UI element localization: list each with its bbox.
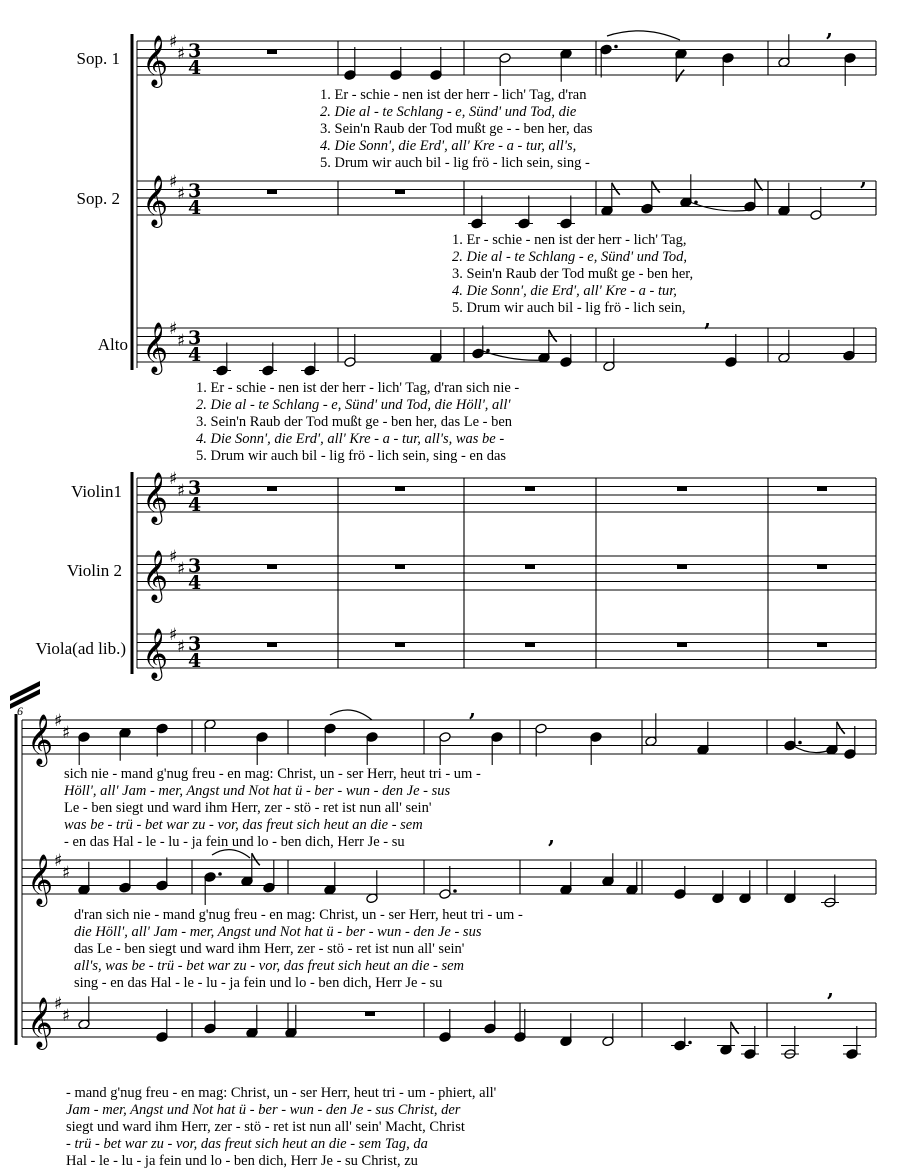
lyric-line: 3. Sein'n Raub der Tod mußt ge - ben her, xyxy=(452,266,694,282)
whole-rest-icon xyxy=(395,487,405,492)
augmentation-dot xyxy=(453,889,457,893)
sharp-icon: ♯ xyxy=(177,44,186,64)
sharp-icon: ♯ xyxy=(169,547,178,567)
lyric-line: 2. Die al - te Schlang - e, Sünd' und Tod, die Höll', all' xyxy=(196,397,511,413)
instrument-label-viola: Viola(ad lib.) xyxy=(35,639,126,658)
lyric-line: 4. Die Sonn', die Erd', all' Kre - a - tur, xyxy=(452,283,677,299)
note-flag xyxy=(731,1022,739,1034)
instrument-label-violin1: Violin1 xyxy=(71,482,122,501)
whole-rest-icon xyxy=(525,643,535,648)
treble-clef-icon: 𝄞 xyxy=(142,472,169,523)
whole-rest-icon xyxy=(395,190,405,195)
lyric-line: 4. Die Sonn', die Erd', all' Kre - a - tur, all's, was be - xyxy=(196,431,505,447)
slur xyxy=(792,745,830,753)
sharp-icon: ♯ xyxy=(54,711,63,731)
treble-clef-icon: 𝄞 xyxy=(142,322,169,373)
whole-rest-icon xyxy=(267,487,277,492)
breath-mark-icon: , xyxy=(826,17,833,41)
lyric-line: 5. Drum wir auch bil - lig frö - lich sein, sing - xyxy=(320,155,590,171)
lyric-line: das Le - ben siegt und ward ihm Herr, zer - stö - ret ist nun all' sein' xyxy=(74,941,465,957)
treble-clef-icon: 𝄞 xyxy=(27,854,54,905)
lyric-line: - trü - bet war zu - vor, das freut sich heut an die - sem Tag, da xyxy=(66,1136,428,1152)
lyric-line: 4. Die Sonn', die Erd', all' Kre - a - tur, all's, xyxy=(320,138,577,154)
treble-clef-icon: 𝄞 xyxy=(27,714,54,765)
lyric-line: die Höll', all' Jam - mer, Angst und Not hat ü - ber - wun - den Je - sus xyxy=(74,924,482,940)
slur xyxy=(480,350,545,360)
time-signature-top: 3 xyxy=(188,633,202,655)
lyric-line: sich nie - mand g'nug freu - en mag: Christ, un - ser Herr, heut tri - um - xyxy=(64,766,481,782)
lyric-line: - mand g'nug freu - en mag: Christ, un - ser Herr, heut tri - um - phiert, all' xyxy=(66,1085,497,1101)
treble-clef-icon: 𝄞 xyxy=(142,175,169,226)
sharp-icon: ♯ xyxy=(62,723,71,743)
lyric-line: 3. Sein'n Raub der Tod mußt ge - ben her, das Le - ben xyxy=(196,414,513,430)
whole-rest-icon xyxy=(525,565,535,570)
lyric-line: sing - en das Hal - le - lu - ja fein und lo - ben dich, Herr Je - su xyxy=(74,975,443,991)
time-signature-bottom: 4 xyxy=(188,344,202,366)
time-signature-top: 3 xyxy=(188,555,202,577)
note-flag xyxy=(837,722,845,734)
lyric-line: Hal - le - lu - ja fein und lo - ben dich, Herr Je - su Christ, zu xyxy=(66,1153,418,1169)
whole-rest-icon xyxy=(817,565,827,570)
lyric-line: was be - trü - bet war zu - vor, das freut sich heut an die - sem xyxy=(64,817,423,833)
sharp-icon: ♯ xyxy=(169,469,178,489)
lyric-line: 2. Die al - te Schlang - e, Sünd' und Tod, die xyxy=(320,104,577,120)
lyric-line: Jam - mer, Angst und Not hat ü - ber - wun - den Je - sus Christ, der xyxy=(66,1102,461,1118)
sharp-icon: ♯ xyxy=(62,1006,71,1026)
note-flag xyxy=(612,183,620,195)
note-flag xyxy=(652,181,660,193)
sharp-icon: ♯ xyxy=(169,172,178,192)
sharp-icon: ♯ xyxy=(177,331,186,351)
sharp-icon: ♯ xyxy=(177,481,186,501)
instrument-label-violin2: Violin 2 xyxy=(66,561,122,580)
time-signature-bottom: 4 xyxy=(188,494,202,516)
note-flag xyxy=(252,853,260,865)
whole-rest-icon xyxy=(817,487,827,492)
whole-rest-icon xyxy=(395,565,405,570)
whole-rest-icon xyxy=(817,643,827,648)
time-signature-bottom: 4 xyxy=(188,57,202,79)
lyric-line: - en das Hal - le - lu - ja fein und lo - ben dich, Herr Je - su xyxy=(64,834,405,850)
whole-rest-icon xyxy=(267,50,277,55)
breath-mark-icon: , xyxy=(860,166,867,190)
lyric-line: 2. Die al - te Schlang - e, Sünd' und Tod, xyxy=(452,249,687,265)
time-signature-bottom: 4 xyxy=(188,572,202,594)
whole-rest-icon xyxy=(395,643,405,648)
sharp-icon: ♯ xyxy=(54,851,63,871)
time-signature-bottom: 4 xyxy=(188,650,202,672)
sharp-icon: ♯ xyxy=(177,637,186,657)
sharp-icon: ♯ xyxy=(62,863,71,883)
whole-rest-icon xyxy=(267,190,277,195)
lyric-line: all's, was be - trü - bet war zu - vor, das freut sich heut an die - sem xyxy=(74,958,465,974)
sharp-icon: ♯ xyxy=(177,559,186,579)
treble-clef-icon: 𝄞 xyxy=(142,628,169,679)
slur xyxy=(607,31,680,40)
lyric-line: 1. Er - schie - nen ist der herr - lich' Tag, xyxy=(452,232,687,248)
system-separator-icon xyxy=(10,681,40,709)
instrument-label-sop2: Sop. 2 xyxy=(76,189,120,208)
instrument-label-alto: Alto xyxy=(97,335,128,354)
whole-rest-icon xyxy=(525,487,535,492)
slur xyxy=(330,710,372,720)
slur xyxy=(212,850,250,858)
measure-number: 6 xyxy=(17,704,23,718)
breath-mark-icon: , xyxy=(469,697,476,721)
time-signature-top: 3 xyxy=(188,40,202,62)
note-flag xyxy=(549,330,557,342)
whole-rest-icon xyxy=(677,565,687,570)
lyric-line: 1. Er - schie - nen ist der herr - lich' Tag, d'ran xyxy=(320,87,587,103)
lyric-line: siegt und ward ihm Herr, zer - stö - ret ist nun all' sein' Macht, Christ xyxy=(66,1119,465,1135)
sharp-icon: ♯ xyxy=(169,319,178,339)
breath-mark-icon: , xyxy=(827,977,834,1001)
sharp-icon: ♯ xyxy=(177,184,186,204)
whole-rest-icon xyxy=(677,487,687,492)
treble-clef-icon: 𝄞 xyxy=(142,35,169,86)
time-signature-top: 3 xyxy=(188,327,202,349)
augmentation-dot xyxy=(218,872,222,876)
instrument-label-sop1: Sop. 1 xyxy=(76,49,120,68)
time-signature-top: 3 xyxy=(188,180,202,202)
whole-rest-icon xyxy=(365,1012,375,1017)
note-flag xyxy=(755,179,763,191)
augmentation-dot xyxy=(798,741,802,745)
lyric-line: 5. Drum wir auch bil - lig frö - lich sein, xyxy=(452,300,686,316)
breath-mark-icon: , xyxy=(548,824,555,848)
lyric-line: Le - ben siegt und ward ihm Herr, zer - stö - ret ist nun all' sein' xyxy=(64,800,432,816)
lyric-line: 5. Drum wir auch bil - lig frö - lich sein, sing - en das xyxy=(196,448,507,464)
whole-rest-icon xyxy=(267,565,277,570)
lyric-line: Höll', all' Jam - mer, Angst und Not hat ü - ber - wun - den Je - sus xyxy=(64,783,451,799)
treble-clef-icon: 𝄞 xyxy=(142,550,169,601)
time-signature-top: 3 xyxy=(188,477,202,499)
time-signature-bottom: 4 xyxy=(188,197,202,219)
augmentation-dot xyxy=(688,1041,692,1045)
sharp-icon: ♯ xyxy=(169,625,178,645)
breath-mark-icon: , xyxy=(704,307,711,331)
lyric-line: 1. Er - schie - nen ist der herr - lich' Tag, d'ran sich nie - xyxy=(196,380,520,396)
lyric-line: 3. Sein'n Raub der Tod mußt ge - - ben her, das xyxy=(320,121,593,137)
lyric-line: d'ran sich nie - mand g'nug freu - en mag: Christ, un - ser Herr, heut tri - um - xyxy=(74,907,523,923)
whole-rest-icon xyxy=(677,643,687,648)
treble-clef-icon: 𝄞 xyxy=(27,997,54,1048)
note-flag xyxy=(676,70,684,82)
augmentation-dot xyxy=(614,45,618,49)
whole-rest-icon xyxy=(267,643,277,648)
sharp-icon: ♯ xyxy=(54,994,63,1014)
sharp-icon: ♯ xyxy=(169,32,178,52)
